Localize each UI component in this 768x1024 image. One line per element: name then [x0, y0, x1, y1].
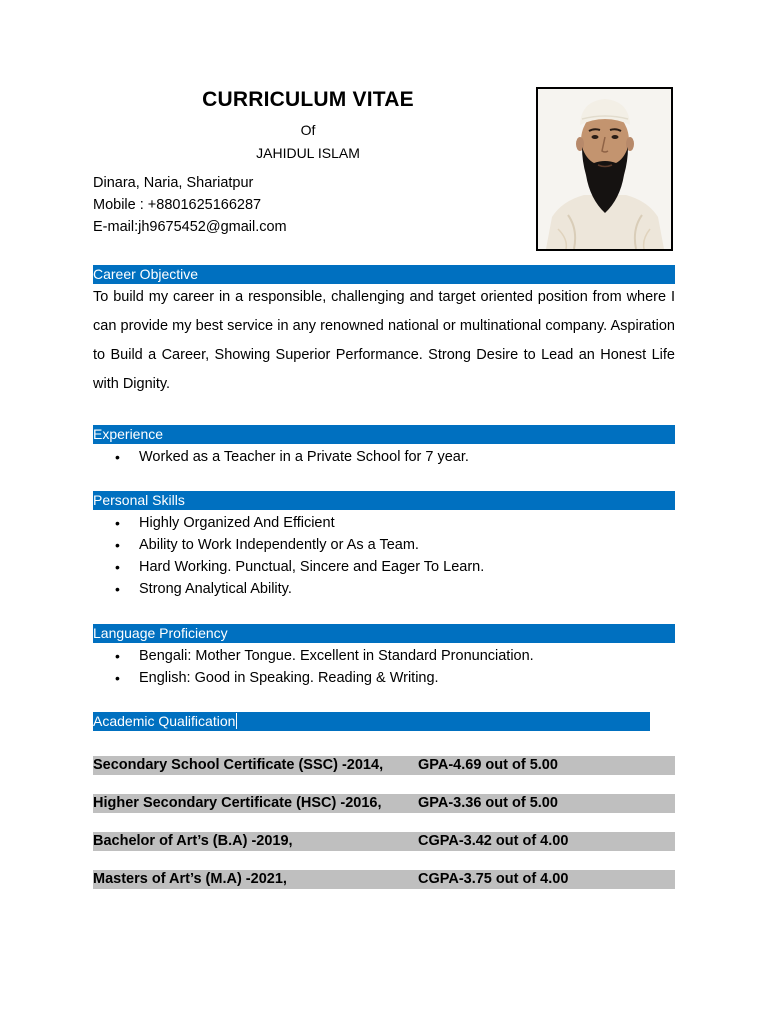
career-objective-text: To build my career in a responsible, challenging and target oriented position from where I can provide my best service in any renowned national or multinational company. Aspiration to Build a Career, Showing Superior Performance. Strong Desire to Lead an Honest Life with Dignity. [93, 289, 675, 392]
list-item: • Worked as a Teacher in a Private School for 7 year. [93, 446, 675, 468]
section-heading-academic-qualification: Academic Qualification [93, 712, 650, 731]
list-item: • Hard Working. Punctual, Sincere and Eager To Learn. [93, 556, 675, 578]
degree-name: Bachelor of Art’s (B.A) -2019, [93, 833, 293, 849]
list-item: • Bengali: Mother Tongue. Excellent in Standard Pronunciation. [93, 645, 675, 667]
bullet-icon: • [115, 449, 120, 465]
qualification-row [93, 832, 675, 851]
list-item: • Ability to Work Independently or As a Team. [93, 534, 675, 556]
degree-result: GPA-4.69 out of 5.00 [418, 757, 558, 773]
bullet-icon: • [115, 648, 120, 664]
qualification-row [93, 794, 675, 813]
bullet-icon: • [115, 537, 120, 553]
qualification-row [93, 870, 675, 889]
address: Dinara, Naria, Shariatpur [93, 175, 254, 191]
language-list [93, 645, 675, 689]
experience-list [93, 446, 675, 468]
list-item: • English: Good in Speaking. Reading & Writing. [93, 667, 675, 689]
section-heading-experience: Experience [93, 425, 675, 444]
degree-name: Masters of Art’s (M.A) -2021, [93, 871, 287, 887]
section-heading-language-proficiency: Language Proficiency [93, 624, 675, 643]
section-heading-career-objective: Career Objective [93, 265, 675, 284]
profile-photo [536, 87, 673, 251]
email-address: E-mail:jh9675452@gmail.com [93, 219, 287, 235]
degree-result: CGPA-3.42 out of 4.00 [418, 833, 569, 849]
degree-result: CGPA-3.75 out of 4.00 [418, 871, 569, 887]
list-item: • Highly Organized And Efficient [93, 512, 675, 534]
degree-name: Secondary School Certificate (SSC) -2014, [93, 757, 384, 773]
degree-name: Higher Secondary Certificate (HSC) -2016, [93, 795, 382, 811]
section-heading-personal-skills: Personal Skills [93, 491, 675, 510]
document-title: CURRICULUM VITAE [202, 88, 414, 111]
candidate-name: JAHIDUL ISLAM [256, 145, 360, 161]
bullet-icon: • [115, 581, 120, 597]
qualification-row [93, 756, 675, 775]
profile-photo-icon [538, 89, 671, 249]
of-label: Of [300, 122, 316, 138]
personal-skills-list [93, 512, 675, 600]
degree-result: GPA-3.36 out of 5.00 [418, 795, 558, 811]
bullet-icon: • [115, 559, 120, 575]
list-item: • Strong Analytical Ability. [93, 578, 675, 600]
bullet-icon: • [115, 515, 120, 531]
bullet-icon: • [115, 670, 120, 686]
mobile-number: Mobile : +8801625166287 [93, 197, 262, 213]
